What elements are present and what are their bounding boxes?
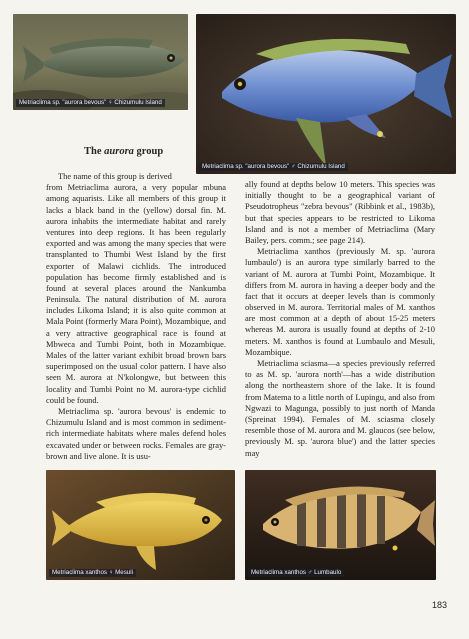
page-number: 183: [431, 600, 447, 610]
photo-caption: Metriaclima xanthos ♀ Mesuli: [49, 569, 136, 577]
photo-top-right: [196, 14, 456, 174]
left-column: [46, 171, 226, 462]
photo-top-left: [13, 14, 188, 110]
fish-photo-female-xanthos: [46, 470, 235, 580]
photo-bottom-right: [245, 470, 436, 580]
paragraph: ally found at depths below 10 meters. This species was initially thought to be a geographical variant of Pseudotropheus "zebra bevous" (Ribbink et al., 1983b), but that species appears to be restricted to Likoma Island and is not a member of Metriaclima (Mary Bailey, pers. comm.; see page 214).: [245, 179, 435, 245]
fish-photo-male-xanthos: [245, 470, 436, 580]
paragraph: Metriaclima sciasma—a species previously referred to as M. sp. 'aurora north'—has a wide distribution along the northeastern shore of the lake. It is found from Matema to a little north of Lupingu, and also from Ngwazi to Magunga, possibly to just north of Manda (Spreinat 1994). Females of M. sciasma closely resemble those of M. aurora and M. glaucos (see below, previously M. sp. 'aurora blue') and the latter species may: [245, 358, 435, 458]
paragraph: from Metriaclima aurora, a very popular mbuna among aquarists. Like all members of this group it lacks a black band in the (yellow) dorsal fin. M. aurora inhabits the intermediate habitat and rarely ventures into deep regions. It has been regularly exported and was among the many species that were transplanted to Thumbi West Island by the first exporter of Malawi cichlids. The introduced population has become firmly established and is found at several places around the Nankumba Peninsula. The natural distribution of M. aurora includes Likoma Island; it is also quite common at Mala Point (formerly Mara Point), Mozambique, and a very attractive geographical race is found at Mbweca and Tumbi Point, both in Mozambique. Males of the latter variant exhibit broad brown bars superimposed on the usual color pattern. I have also seen M. aurora at N'kolongwe, but between this locality and Tumbi Point no M. aurora-type cichlid could be found.: [46, 182, 226, 405]
paragraph: Metriaclima sp. 'aurora bevous' is endemic to Chizumulu Island and is most common in sediment-rich intermediate habitats where males defend holes excavated under or between rocks. Females are gray-brown and live alone. It is usu-: [46, 405, 226, 461]
fish-photo-female-aurora-bevous: [13, 14, 188, 110]
photo-caption: Metriaclima sp. "aurora bevous" ♂ Chizumulu Island: [199, 163, 348, 171]
photo-caption: Metriaclima sp. "aurora bevous" ♀ Chizumulu Island: [16, 99, 165, 107]
paragraph: The name of this group is derived: [58, 171, 172, 181]
section-title: The aurora group: [84, 146, 164, 157]
paragraph: Metriaclima xanthos (previously M. sp. 'aurora lumbaulo') is an aurora type similarly barred to the variant of M. aurora at Tumbi Point, Mozambique. It differs from M. aurora in having a deeper body and the fact that it occurs at deeper levels than is commonly observed in M. aurora. Territorial males of M. xanthos are most common at a depth of about 15-25 meters whereas M. aurora is usually found at depths of 2-10 meters. M. xanthos is found at Lumbaulo and Mesuli, Mozambique.: [245, 246, 435, 357]
photo-caption: Metriaclima xanthos ♂ Lumbaulo: [248, 569, 344, 577]
fish-photo-male-aurora-bevous: [196, 14, 456, 174]
photo-bottom-left: [46, 470, 235, 580]
right-column: [245, 179, 435, 459]
